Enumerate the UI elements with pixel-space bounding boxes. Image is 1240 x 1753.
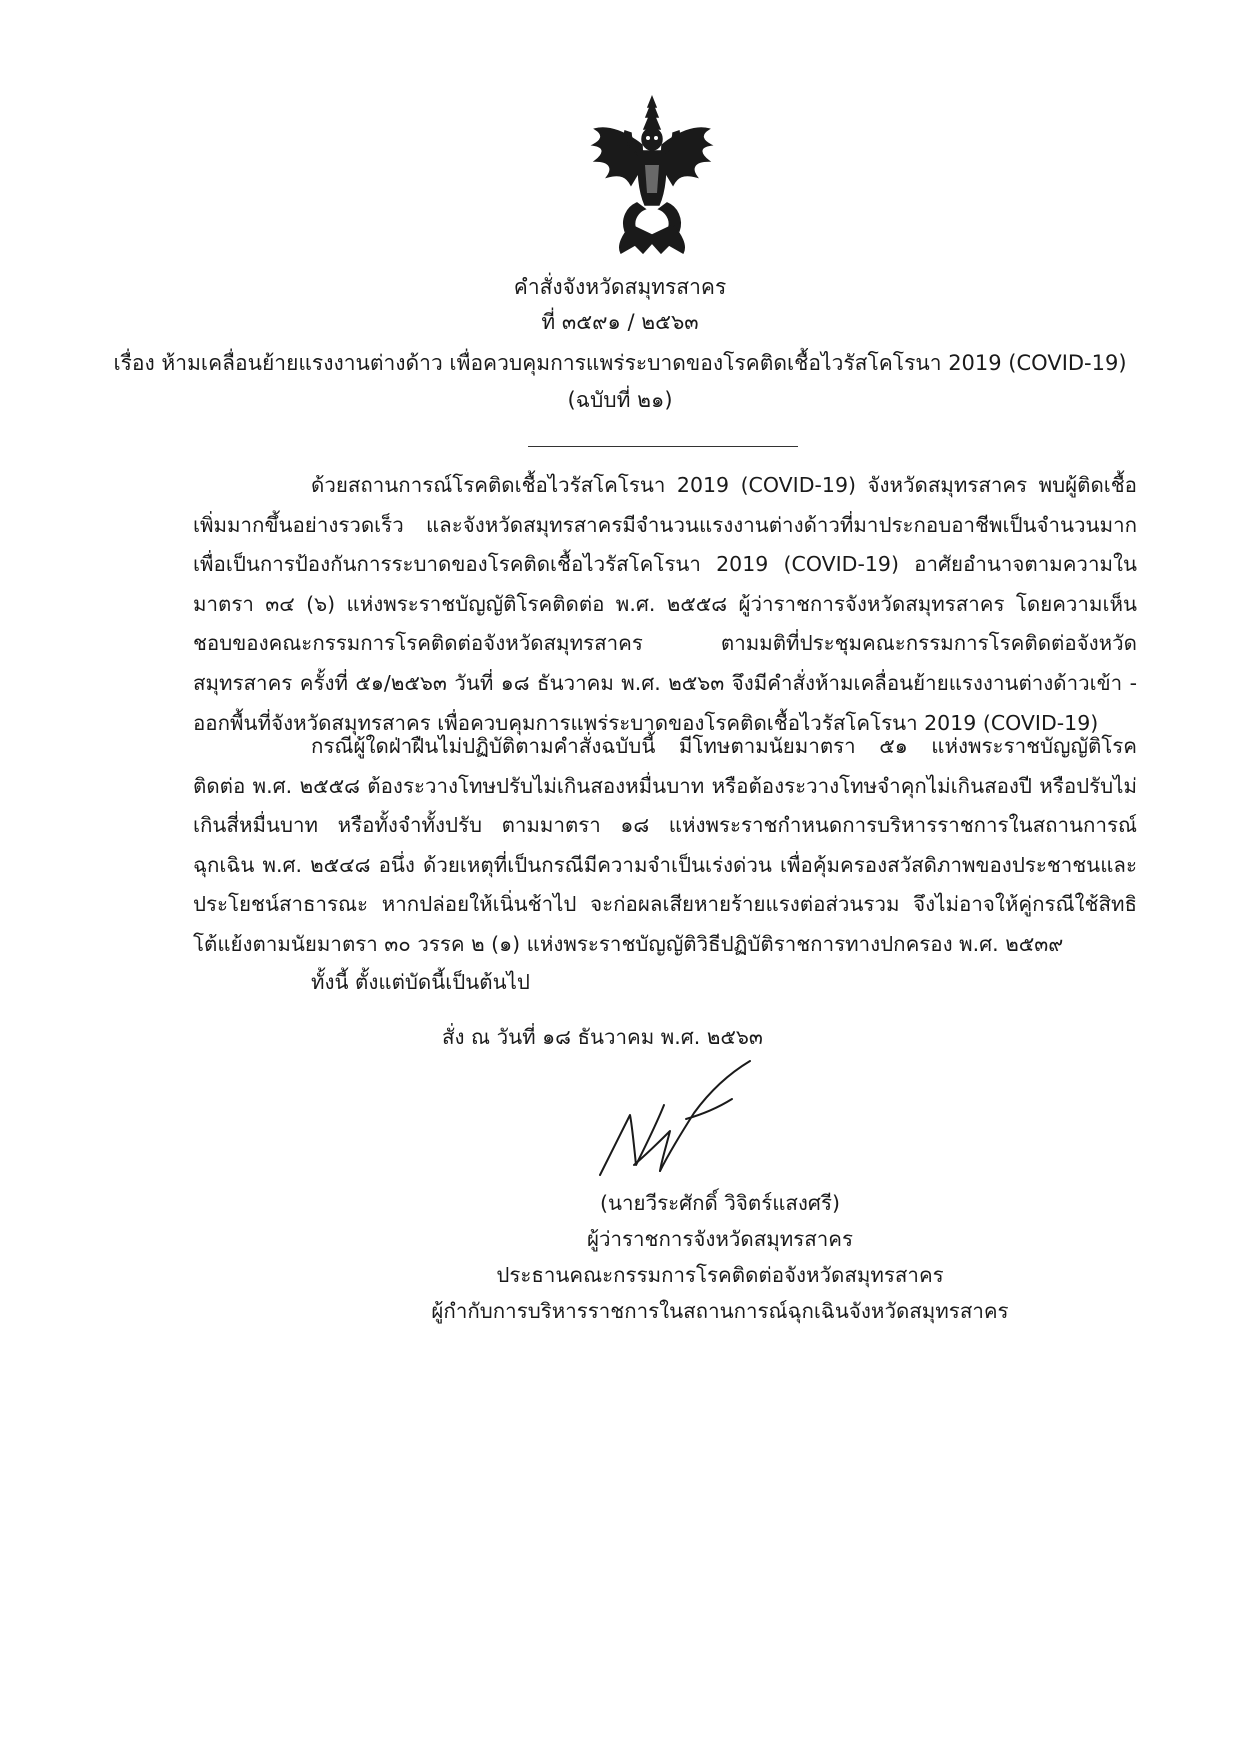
handwritten-signature (590, 1055, 790, 1185)
body-paragraph-3: ทั้งนี้ ตั้งแต่บัดนี้เป็นต้นไป (311, 970, 530, 994)
header-divider (528, 446, 798, 447)
order-title: คำสั่งจังหวัดสมุทรสาคร (513, 275, 727, 299)
order-number: ที่ ๓๕๙๑ / ๒๕๖๓ (541, 310, 699, 334)
order-date: สั่ง ณ วันที่ ๑๘ ธันวาคม พ.ศ. ๒๕๖๓ (442, 1025, 763, 1049)
signer-position-3: ผู้กำกับการบริหารราชการในสถานการณ์ฉุกเฉินจังหวัดสมุทรสาคร (431, 1299, 1009, 1323)
garuda-emblem-icon (587, 95, 717, 257)
order-edition: (ฉบับที่ ๒๑) (567, 388, 673, 412)
body-paragraph-2: กรณีผู้ใดฝ่าฝืนไม่ปฏิบัติตามคำสั่งฉบับนี้ มีโทษตามนัยมาตรา ๕๑ แห่งพระราชบัญญัติโรคติดต่อ พ.ศ. ๒๕๕๘ ต้องระวางโทษปรับไม่เกินสองหมื่นบาท หรือต้องระวางโทษจำคุกไม่เกินสองปี หรือปรับไม่เกินสี่หมื่นบาท หรือทั้งจำทั้งปรับ ตามมาตรา ๑๘ แห่งพระราชกำหนดการบริหารราชการในสถานการณ์ฉุกเฉิน พ.ศ. ๒๕๔๘ อนึ่ง ด้วยเหตุที่เป็นกรณีมีความจำเป็นเร่งด่วน เพื่อคุ้มครองสวัสดิภาพของประชาชนและประโยชน์สาธารณะ หากปล่อยให้เนิ่นช้าไป จะก่อผลเสียหายร้ายแรงต่อส่วนรวม จึงไม่อาจให้คู่กรณีใช้สิทธิโต้แย้งตามนัยมาตรา ๓๐ วรรค ๒ (๑) แห่งพระราชบัญญัติวิธีปฏิบัติราชการทางปกครอง พ.ศ. ๒๕๓๙ (193, 734, 1137, 956)
signer-name: (นายวีระศักดิ์ วิจิตร์แสงศรี) (600, 1191, 840, 1215)
body-paragraph-1: ด้วยสถานการณ์โรคติดเชื้อไวรัสโคโรนา 2019 (COVID-19) จังหวัดสมุทรสาคร พบผู้ติดเชื้อเพิ่มมากขึ้นอย่างรวดเร็ว และจังหวัดสมุทรสาครมีจำนวนแรงงานต่างด้าวที่มาประกอบอาชีพเป็นจำนวนมาก เพื่อเป็นการป้องกันการระบาดของโรคติดเชื้อไวรัสโคโรนา 2019 (COVID-19) อาศัยอำนาจตามความในมาตรา ๓๔ (๖) แห่งพระราชบัญญัติโรคติดต่อ พ.ศ. ๒๕๕๘ ผู้ว่าราชการจังหวัดสมุทรสาคร โดยความเห็นชอบของคณะกรรมการโรคติดต่อจังหวัดสมุทรสาคร ตามมติที่ประชุมคณะกรรมการโรคติดต่อจังหวัดสมุทรสาคร ครั้งที่ ๕๑/๒๕๖๓ วันที่ ๑๘ ธันวาคม พ.ศ. ๒๕๖๓ จึงมีคำสั่งห้ามเคลื่อนย้ายแรงงานต่างด้าวเข้า - ออกพื้นที่จังหวัดสมุทรสาคร เพื่อควบคุมการแพร่ระบาดของโรคติดเชื้อไวรัสโคโรนา 2019 (COVID-19) (193, 473, 1137, 735)
signer-position-1: ผู้ว่าราชการจังหวัดสมุทรสาคร (586, 1227, 854, 1251)
signer-position-2: ประธานคณะกรรมการโรคติดต่อจังหวัดสมุทรสาคร (496, 1263, 944, 1287)
order-subject: เรื่อง ห้ามเคลื่อนย้ายแรงงานต่างด้าว เพื่อควบคุมการแพร่ระบาดของโรคติดเชื้อไวรัสโคโรนา 2019 (COVID-19) (113, 351, 1127, 375)
